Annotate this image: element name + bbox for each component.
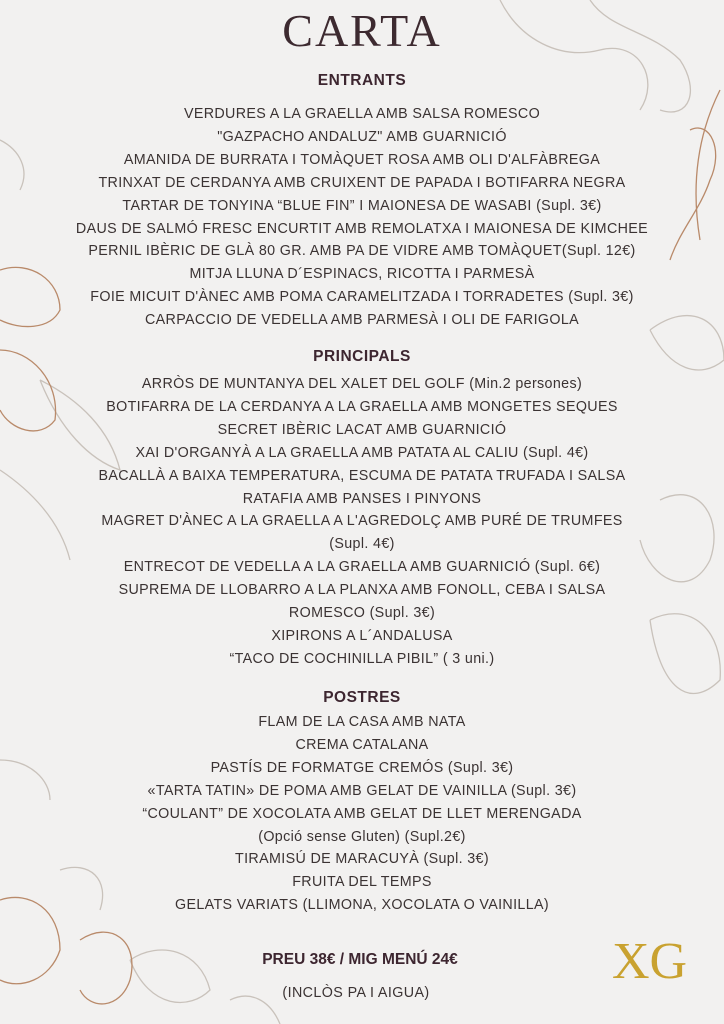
menu-item: SECRET IBÈRIC LACAT AMB GUARNICIÓ — [217, 421, 507, 438]
menu-item: ENTRECOT DE VEDELLA A LA GRAELLA AMB GUARNICIÓ (Supl. 6€) — [123, 559, 601, 576]
section-heading: POSTRES — [323, 689, 401, 706]
menu-item: TIRAMISÚ DE MARACUYÀ (Supl. 3€) — [235, 851, 489, 868]
menu-item: FRUITA DEL TEMPS — [292, 874, 432, 891]
menu-item: PASTÍS DE FORMATGE CREMÓS (Supl. 3€) — [210, 759, 514, 776]
menu-item: VERDURES A LA GRAELLA AMB SALSA ROMESCO — [183, 106, 541, 122]
menu-item: GELATS VARIATS (LLIMONA, XOCOLATA O VAINILLA) — [174, 897, 550, 914]
menu-item: FOIE MICUIT D'ÀNEC AMB POMA CARAMELITZADA I TORRADETES (Supl. 3€) — [90, 289, 634, 306]
menu-item: ARRÒS DE MUNTANYA DEL XALET DEL GOLF (Min.2 persones) — [141, 376, 583, 392]
menu-item: TARTAR DE TONYINA “BLUE FIN” I MAIONESA DE WASABI (Supl. 3€) — [122, 197, 602, 214]
menu-item: "GAZPACHO ANDALUZ" AMB GUARNICIÓ — [217, 128, 507, 145]
menu-item: CARPACCIO DE VEDELLA AMB PARMESÀ I OLI DE FARIGOLA — [144, 312, 580, 329]
menu-price: PREU 38€ / MIG MENÚ 24€ — [262, 951, 458, 968]
menu-item: ROMESCO (Supl. 3€) — [288, 605, 436, 622]
xg-logo: XG — [612, 933, 688, 990]
menu-item: MAGRET D'ÀNEC A LA GRAELLA A L'AGREDOLÇ AMB PURÉ DE TRUMFES — [101, 513, 623, 530]
menu-item: RATAFIA AMB PANSES I PINYONS — [242, 490, 482, 507]
menu-item: FLAM DE LA CASA AMB NATA — [258, 714, 466, 730]
section-heading: PRINCIPALS — [313, 348, 411, 365]
page-title: CARTA — [282, 5, 442, 56]
menu-item: TRINXAT DE CERDANYA AMB CRUIXENT DE PAPADA I BOTIFARRA NEGRA — [98, 174, 626, 191]
menu-item: (Supl. 4€) — [329, 536, 395, 553]
menu-item: «TARTA TATIN» DE POMA AMB GELAT DE VAINILLA (Supl. 3€) — [147, 782, 577, 799]
menu-item: “TACO DE COCHINILLA PIBIL” ( 3 uni.) — [229, 650, 495, 667]
menu-item: DAUS DE SALMÓ FRESC ENCURTIT AMB REMOLATXA I MAIONESA DE KIMCHEE — [75, 220, 649, 237]
menu-item: BOTIFARRA DE LA CERDANYA A LA GRAELLA AMB MONGETES SEQUES — [106, 398, 618, 415]
menu-item: CREMA CATALANA — [295, 736, 429, 753]
menu-item: PERNIL IBÈRIC DE GLÀ 80 GR. AMB PA DE VIDRE AMB TOMÀQUET(Supl. 12€) — [88, 243, 636, 260]
menu-item: XAI D'ORGANYÀ A LA GRAELLA AMB PATATA AL CALIU (Supl. 4€) — [135, 444, 589, 461]
menu-item: (Opció sense Gluten) (Supl.2€) — [258, 828, 466, 845]
menu-item: “COULANT” DE XOCOLATA AMB GELAT DE LLET MERENGADA — [142, 805, 582, 822]
section-postres — [0, 687, 724, 917]
menu-item: SUPREMA DE LLOBARRO A LA PLANXA AMB FONOLL, CEBA I SALSA — [118, 582, 606, 599]
section-entrants — [0, 70, 724, 332]
price-note: (INCLÒS PA I AIGUA) — [282, 985, 430, 1001]
menu-item: AMANIDA DE BURRATA I TOMÀQUET ROSA AMB OLI D'ALFÀBREGA — [123, 151, 601, 168]
menu-item: MITJA LLUNA D´ESPINACS, RICOTTA I PARMESÀ — [189, 266, 535, 283]
menu-item: XIPIRONS A L´ANDALUSA — [271, 627, 453, 644]
section-heading: ENTRANTS — [317, 72, 407, 89]
menu-item: BACALLÀ A BAIXA TEMPERATURA, ESCUMA DE PATATA TRUFADA I SALSA — [98, 467, 626, 484]
section-principals — [0, 346, 724, 671]
